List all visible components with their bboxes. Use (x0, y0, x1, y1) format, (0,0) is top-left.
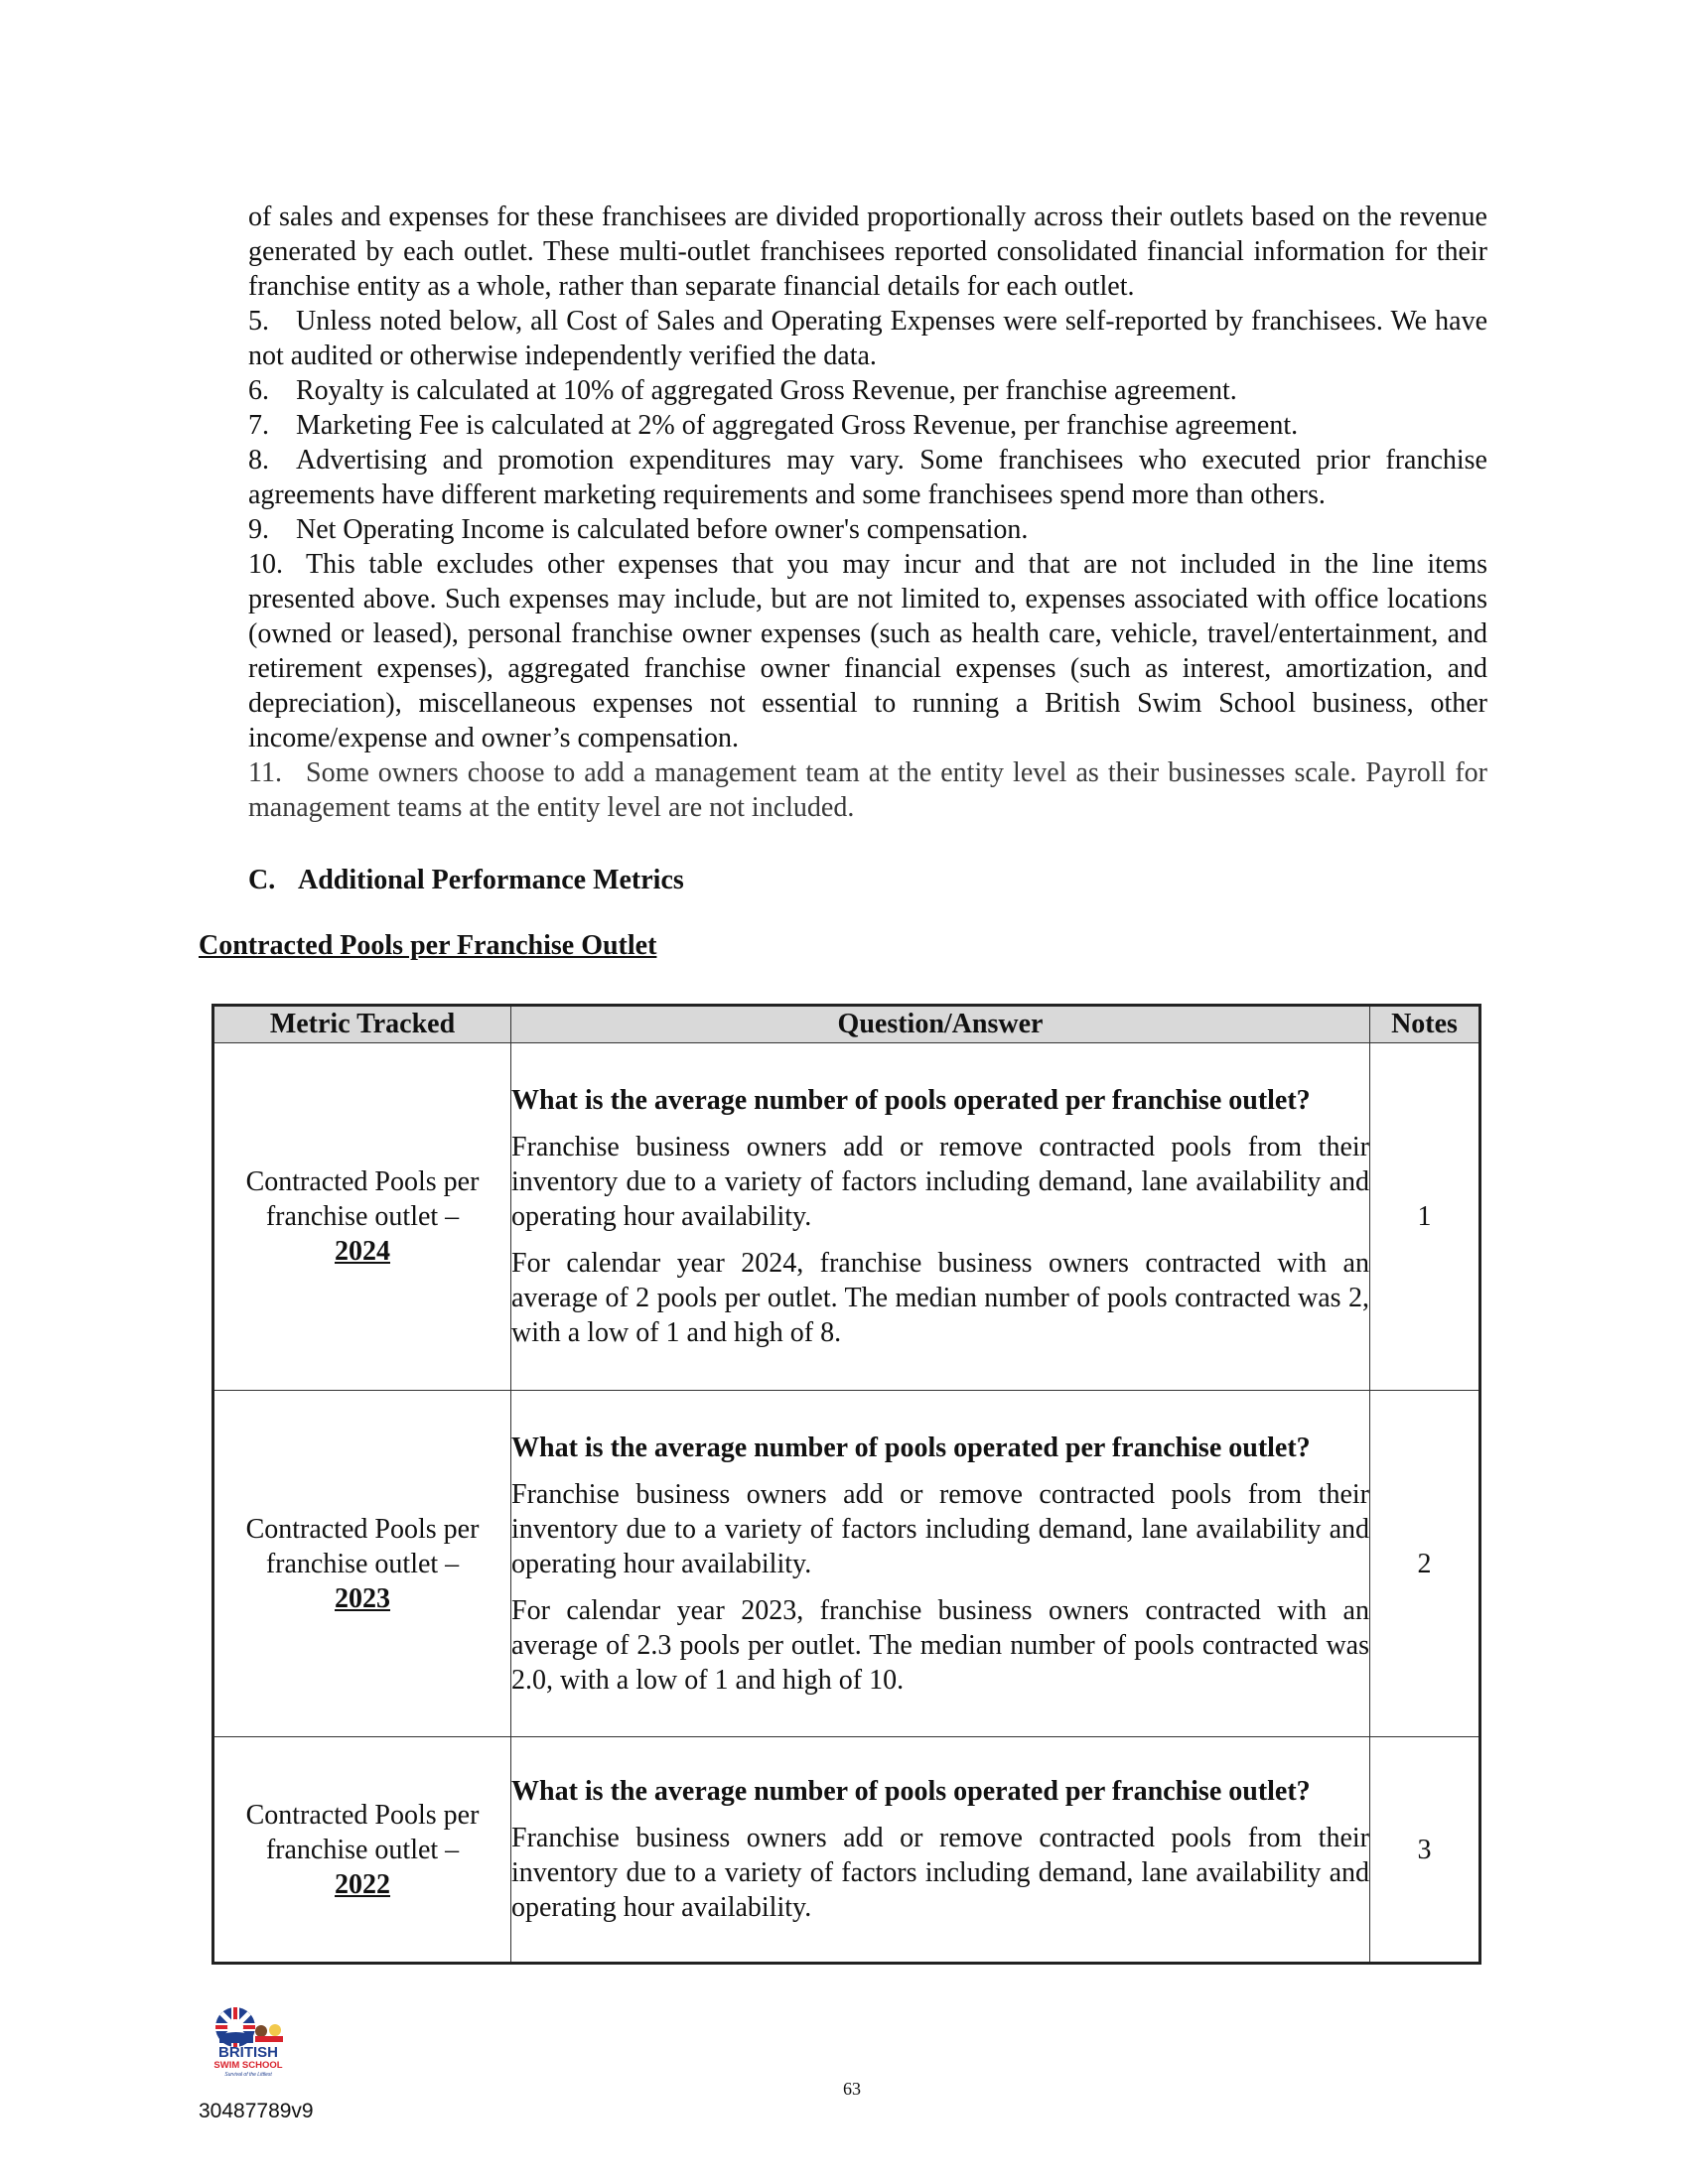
metric-year: 2024 (335, 1236, 390, 1267)
footnote-text: Some owners choose to add a management team at the entity level as their businesses scale. Payroll for management teams at the entity level are not included. (248, 757, 1487, 823)
logo-line1: BRITISH (218, 2044, 278, 2061)
footnote-number: 11. (248, 757, 282, 788)
footnote-number: 5. (248, 306, 269, 337)
footnote-text: Marketing Fee is calculated at 2% of aggregated Gross Revenue, per franchise agreement. (296, 410, 1299, 441)
metric-label: Contracted Pools per franchise outlet – (245, 1513, 480, 1579)
metric-cell (213, 1737, 511, 1964)
answer-paragraph: Franchise business owners add or remove contracted pools from their inventory due to a variety of factors including demand, lane availability and operating hour availability. (511, 1823, 1369, 1923)
question: What is the average number of pools operated per franchise outlet? (511, 1432, 1311, 1463)
footnote-7 (248, 408, 1487, 443)
question-answer-cell (511, 1737, 1370, 1964)
column-header-question-answer: Question/Answer (511, 1006, 1370, 1043)
logo-tagline: Survival of the Littlest (224, 2072, 272, 2078)
question-answer-cell (511, 1043, 1370, 1391)
footnotes-block (248, 200, 1487, 825)
metric-year: 2023 (335, 1582, 390, 1614)
question-answer-cell (511, 1391, 1370, 1737)
footnote-number: 7. (248, 410, 269, 441)
footnote-number: 9. (248, 514, 269, 545)
footnote-5 (248, 304, 1487, 373)
metric-label: Contracted Pools per franchise outlet – (245, 1799, 480, 1865)
page-number: 63 (843, 2079, 861, 2099)
footnote-10 (248, 547, 1487, 755)
answer-paragraph: For calendar year 2024, franchise business owners contracted with an average of 2 pools per outlet. The median number of pools contracted was 2, with a low of 1 and high of 8. (511, 1248, 1369, 1348)
footnote-8 (248, 443, 1487, 512)
footnote-text: Net Operating Income is calculated before owner's compensation. (296, 514, 1029, 545)
answer-paragraph: For calendar year 2023, franchise business owners contracted with an average of 2.3 pools per outlet. The median number of pools contracted was 2.0, with a low of 1 and high of 10. (511, 1594, 1369, 1696)
logo-line2: SWIM SCHOOL (213, 2060, 283, 2071)
footnote-9 (248, 512, 1487, 547)
document-id: 30487789v9 (199, 2100, 314, 2122)
footnote-continuation: of sales and expenses for these franchisees are divided proportionally across their outlets based on the revenue generated by each outlet. These multi-outlet franchisees reported consolidated financial information for their franchise entity as a whole, rather than separate financial details for each outlet. (248, 202, 1487, 302)
british-swim-school-logo-icon (202, 2005, 296, 2079)
question: What is the average number of pools operated per franchise outlet? (511, 1776, 1311, 1807)
note-cell: 2 (1370, 1391, 1480, 1737)
footnote-text: Advertising and promotion expenditures may vary. Some franchisees who executed prior franchise agreements have different marketing requirements and some franchisees spend more than others. (248, 445, 1487, 510)
metric-year: 2022 (335, 1868, 390, 1900)
table-row (213, 1391, 1480, 1737)
note-cell: 3 (1370, 1737, 1480, 1964)
section-title: Additional Performance Metrics (298, 865, 684, 895)
section-letter: C. (248, 865, 276, 895)
footnote-number: 8. (248, 445, 269, 476)
table-row (213, 1043, 1480, 1391)
table-header-row (213, 1006, 1480, 1043)
table-row (213, 1737, 1480, 1964)
table-title: Contracted Pools per Franchise Outlet (199, 930, 657, 961)
answer-paragraph: Franchise business owners add or remove contracted pools from their inventory due to a variety of factors including demand, lane availability and operating hour availability. (511, 1478, 1369, 1579)
note-cell: 1 (1370, 1043, 1480, 1391)
column-header-notes: Notes (1370, 1006, 1480, 1043)
footnote-text: This table excludes other expenses that you may incur and that are not included in the line items presented above. Such expenses may include, but are not limited to, expenses associated with office locations (owned or leased), personal franchise owner expenses (such as health care, vehicle, travel/entertainment, and retirement expenses), aggregated franchise owner financial expenses (such as interest, amortization, and depreciation), miscellaneous expenses not essential to running a British Swim School business, other income/expense and owner’s compensation. (248, 549, 1487, 753)
footnote-number: 10. (248, 549, 283, 580)
metric-label: Contracted Pools per franchise outlet – (245, 1166, 480, 1232)
footnote-6 (248, 373, 1487, 408)
footnote-text: Royalty is calculated at 10% of aggregated Gross Revenue, per franchise agreement. (296, 375, 1237, 406)
contracted-pools-table (211, 1004, 1481, 1965)
section-heading (248, 863, 684, 897)
metric-cell (213, 1391, 511, 1737)
footnote-11 (248, 755, 1487, 825)
footnote-number: 6. (248, 375, 269, 406)
answer-paragraph: Franchise business owners add or remove contracted pools from their inventory due to a variety of factors including demand, lane availability and operating hour availability. (511, 1132, 1369, 1232)
question: What is the average number of pools operated per franchise outlet? (511, 1085, 1311, 1116)
footnote-text: Unless noted below, all Cost of Sales and Operating Expenses were self-reported by franchisees. We have not audited or otherwise independently verified the data. (248, 306, 1487, 371)
column-header-metric: Metric Tracked (213, 1006, 511, 1043)
metric-cell (213, 1043, 511, 1391)
